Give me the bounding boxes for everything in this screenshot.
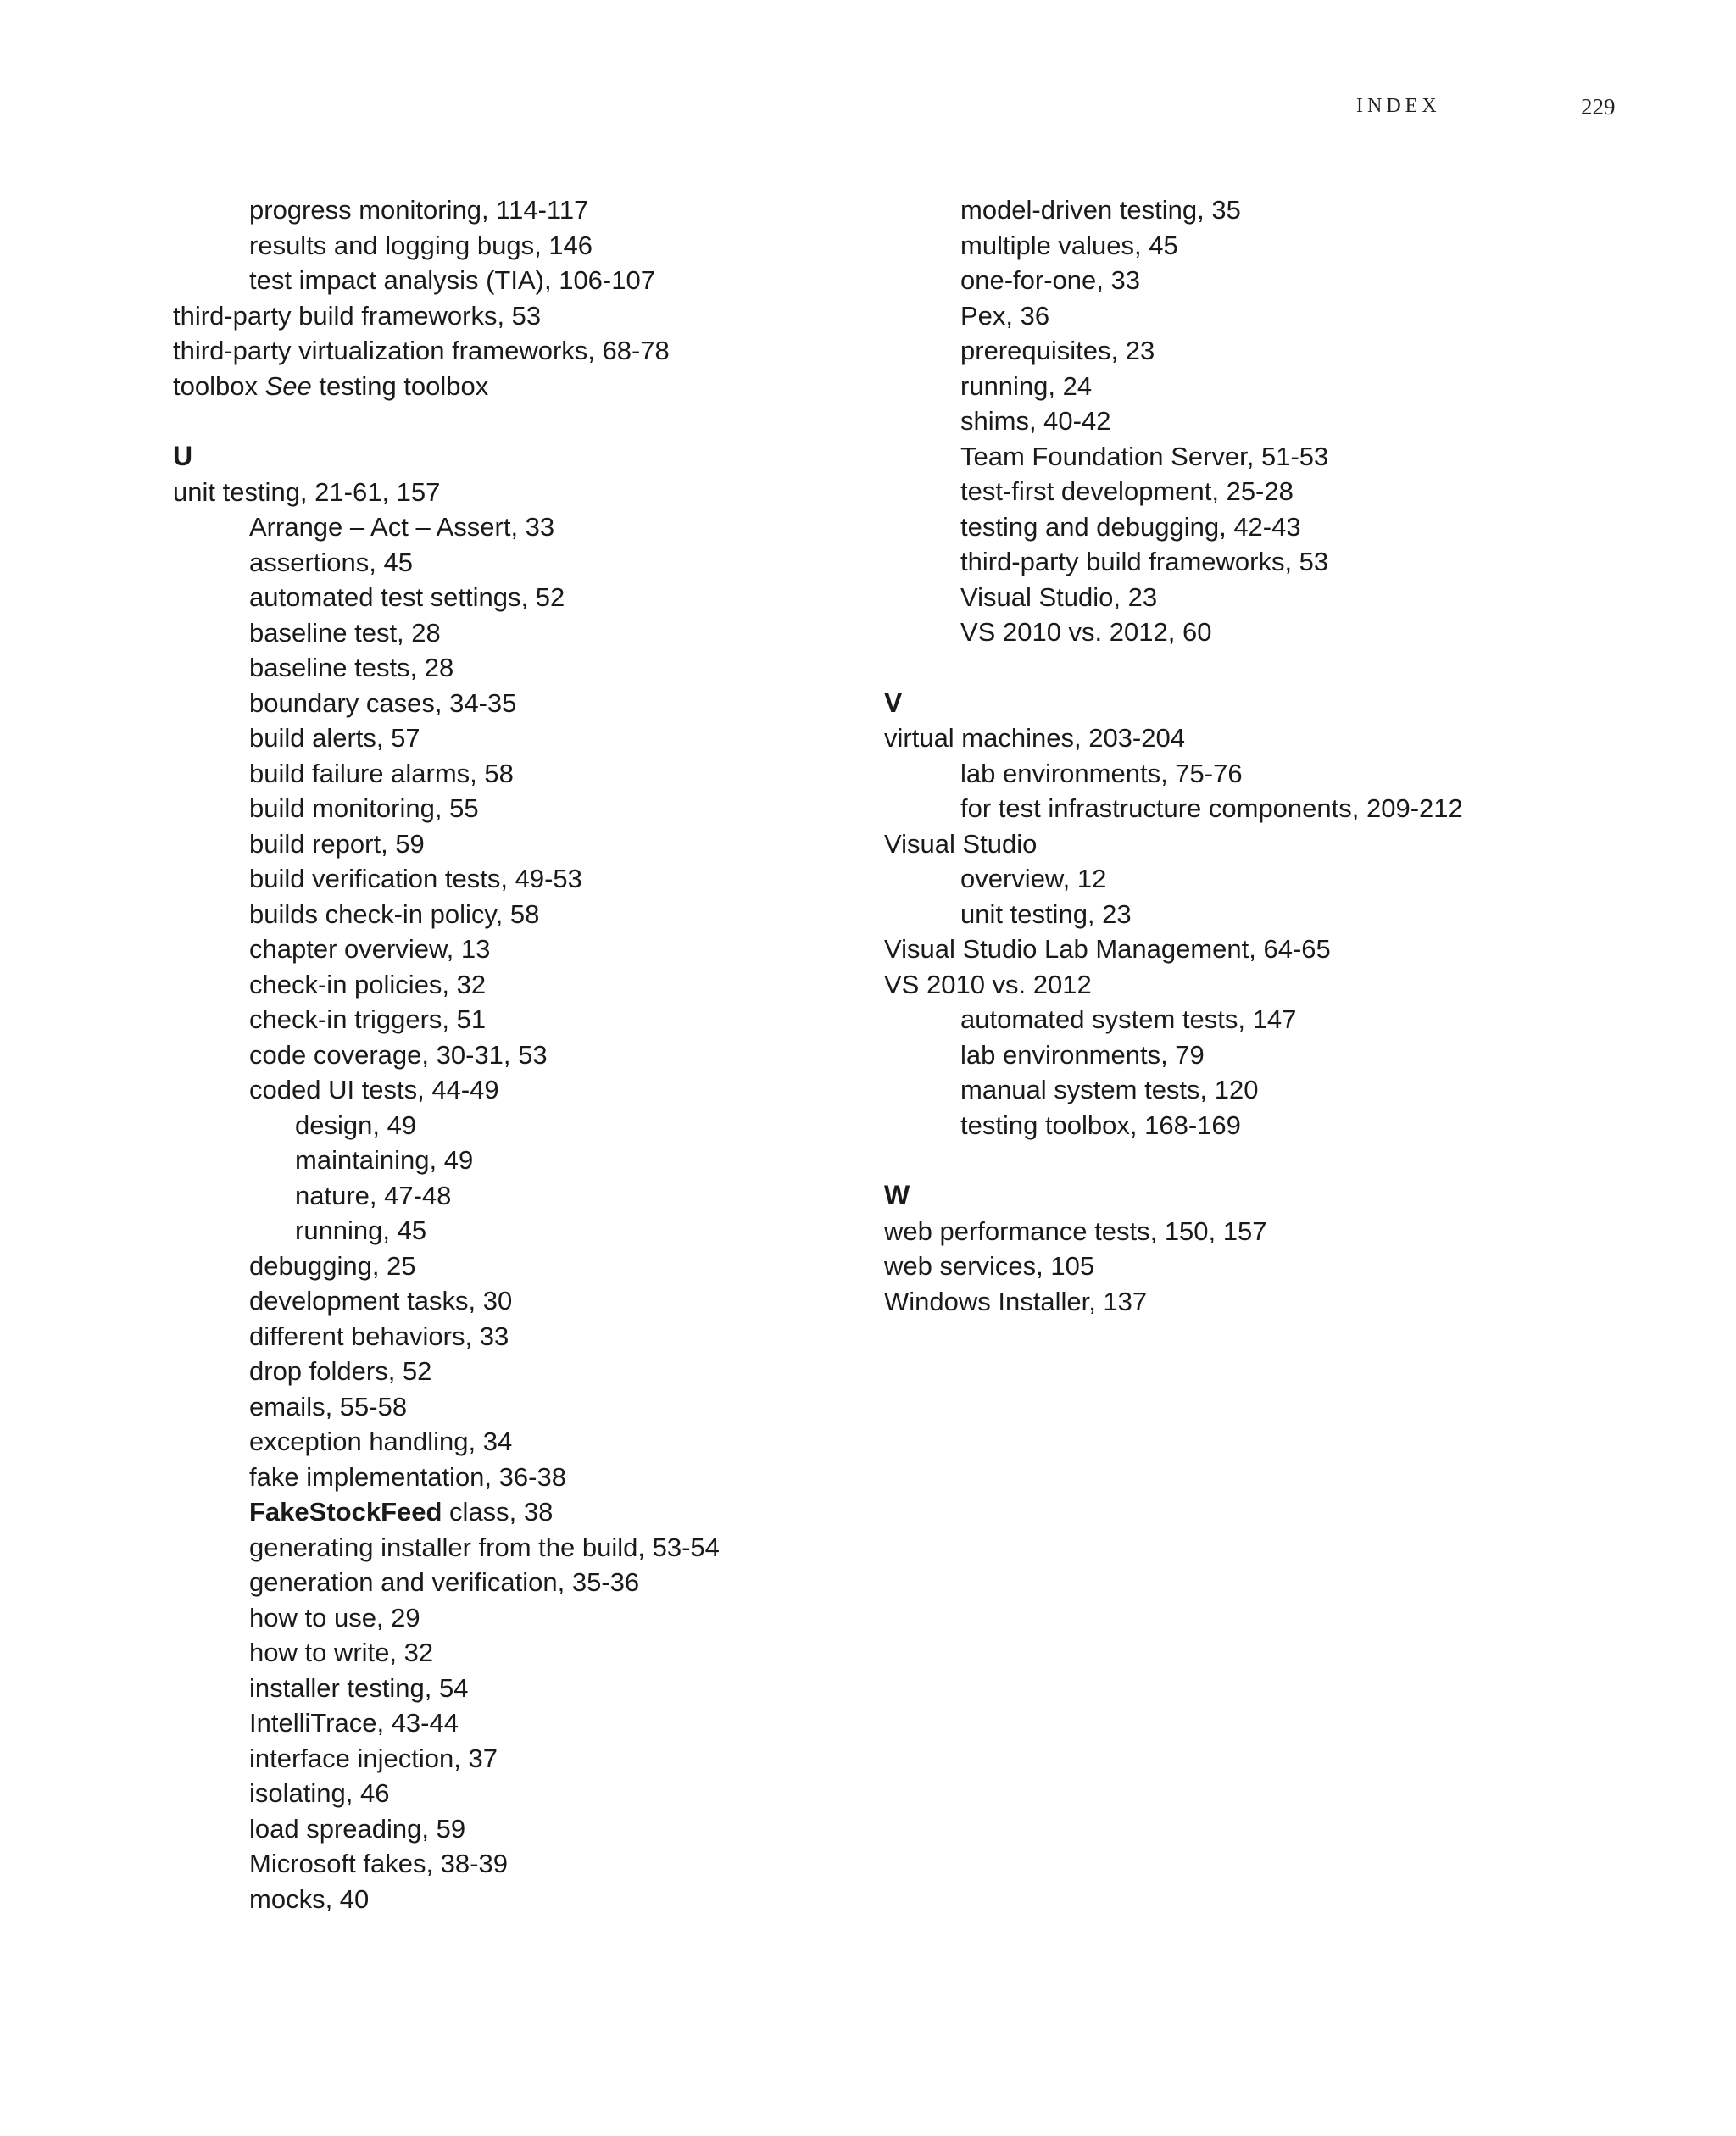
- index-entry: unit testing, 21-61, 157: [173, 476, 441, 507]
- index-entry: exception handling, 34: [249, 1427, 513, 1456]
- index-entry: results and logging bugs, 146: [249, 230, 593, 260]
- index-entry: generation and verification, 35-36: [249, 1567, 640, 1597]
- index-entry: manual system tests, 120: [960, 1075, 1259, 1104]
- index-entry: installer testing, 54: [249, 1672, 469, 1703]
- section-letter-w: W: [884, 1180, 910, 1210]
- index-entry: code coverage, 30-31, 53: [249, 1039, 548, 1070]
- index-entry: build failure alarms, 58: [249, 758, 514, 788]
- page-number: 229: [1581, 94, 1616, 120]
- index-entry: build verification tests, 49-53: [249, 864, 582, 893]
- index-entry: third-party build frameworks, 53: [173, 300, 542, 331]
- index-entry: unit testing, 23: [960, 898, 1132, 929]
- index-entry: lab environments, 79: [960, 1039, 1205, 1070]
- index-entry: coded UI tests, 44-49: [249, 1075, 499, 1104]
- index-entry: third-party virtualization frameworks, 68-78: [173, 336, 670, 365]
- index-entry: fake implementation, 36-38: [249, 1461, 566, 1492]
- index-entry: build monitoring, 55: [249, 793, 479, 823]
- index-entry: development tasks, 30: [249, 1286, 513, 1316]
- index-entry: for test infrastructure components, 209-212: [960, 793, 1463, 823]
- index-entry: shims, 40-42: [960, 406, 1111, 436]
- index-entry: one-for-one, 33: [960, 265, 1140, 295]
- index-entry-code-term: [173, 1494, 868, 1530]
- index-entry: check-in policies, 32: [249, 969, 487, 999]
- index-entry: isolating, 46: [249, 1778, 390, 1808]
- index-entry: multiple values, 45: [960, 230, 1178, 260]
- index-entry: testing and debugging, 42-43: [960, 511, 1301, 542]
- index-entry: load spreading, 59: [249, 1813, 466, 1844]
- index-entry: lab environments, 75-76: [960, 758, 1243, 788]
- index-entry: drop folders, 52: [249, 1356, 432, 1386]
- see-reference: See: [264, 370, 312, 401]
- index-entry: progress monitoring, 114-117: [249, 195, 589, 225]
- index-entry: running, 24: [960, 370, 1093, 401]
- index-entry: interface injection, 37: [249, 1743, 498, 1773]
- index-entry: model-driven testing, 35: [960, 195, 1241, 225]
- index-entry: Visual Studio, 23: [960, 581, 1158, 612]
- index-entry: automated test settings, 52: [249, 582, 565, 612]
- index-entry: Windows Installer, 137: [884, 1286, 1148, 1316]
- index-entry: boundary cases, 34-35: [249, 687, 517, 718]
- index-entry: third-party build frameworks, 53: [960, 547, 1329, 576]
- index-entry: baseline tests, 28: [249, 653, 454, 682]
- index-entry: web performance tests, 150, 157: [884, 1215, 1267, 1246]
- index-entry: Microsoft fakes, 38-39: [249, 1849, 508, 1878]
- index-entry: overview, 12: [960, 864, 1107, 893]
- index-subentry: running, 45: [295, 1215, 427, 1245]
- index-entry: generating installer from the build, 53-54: [249, 1532, 720, 1562]
- index-subentry: maintaining, 49: [295, 1145, 474, 1175]
- index-entry: VS 2010 vs. 2012, 60: [960, 617, 1212, 647]
- index-entry: baseline test, 28: [249, 617, 441, 648]
- index-subentry: design, 49: [295, 1110, 417, 1140]
- index-entry: build report, 59: [249, 828, 425, 859]
- entry-term: toolbox: [173, 370, 265, 401]
- index-entry: different behaviors, 33: [249, 1321, 509, 1351]
- index-entry-cross-reference: [173, 369, 868, 404]
- index-entry: VS 2010 vs. 2012: [884, 969, 1092, 999]
- index-entry: chapter overview, 13: [249, 934, 491, 964]
- section-letter-v: V: [884, 687, 903, 718]
- index-subentry: nature, 47-48: [295, 1180, 452, 1210]
- index-entry: web services, 105: [884, 1251, 1095, 1281]
- index-entry: prerequisites, 23: [960, 336, 1155, 365]
- index-entry: builds check-in policy, 58: [249, 898, 540, 929]
- index-entry: IntelliTrace, 43-44: [249, 1708, 459, 1738]
- index-entry: assertions, 45: [249, 547, 413, 577]
- index-entry: how to use, 29: [249, 1602, 420, 1633]
- index-entry: Visual Studio: [884, 828, 1038, 859]
- index-entry: emails, 55-58: [249, 1391, 408, 1421]
- index-column-left: [173, 192, 868, 1916]
- code-term: FakeStockFeed: [249, 1497, 442, 1527]
- index-entry: mocks, 40: [249, 1883, 370, 1914]
- index-entry: build alerts, 57: [249, 723, 420, 753]
- index-entry: check-in triggers, 51: [249, 1004, 487, 1034]
- index-entry: Team Foundation Server, 51-53: [960, 441, 1329, 471]
- index-entry: virtual machines, 203-204: [884, 723, 1185, 753]
- section-letter-u: U: [173, 441, 193, 471]
- index-entry: Visual Studio Lab Management, 64-65: [884, 934, 1331, 964]
- entry-locator: class, 38: [442, 1497, 554, 1527]
- running-head: INDEX: [1356, 95, 1441, 117]
- index-entry: debugging, 25: [249, 1250, 416, 1281]
- index-column-right: [884, 192, 1579, 1319]
- index-entry: Arrange – Act – Assert, 33: [249, 512, 555, 542]
- index-entry: Pex, 36: [960, 300, 1050, 331]
- index-entry: testing toolbox, 168-169: [960, 1110, 1241, 1140]
- index-entry: test-first development, 25-28: [960, 476, 1294, 506]
- entry-target: testing toolbox: [311, 370, 489, 401]
- index-entry: automated system tests, 147: [960, 1004, 1297, 1034]
- index-entry: how to write, 32: [249, 1638, 434, 1667]
- index-entry: test impact analysis (TIA), 106-107: [249, 265, 655, 295]
